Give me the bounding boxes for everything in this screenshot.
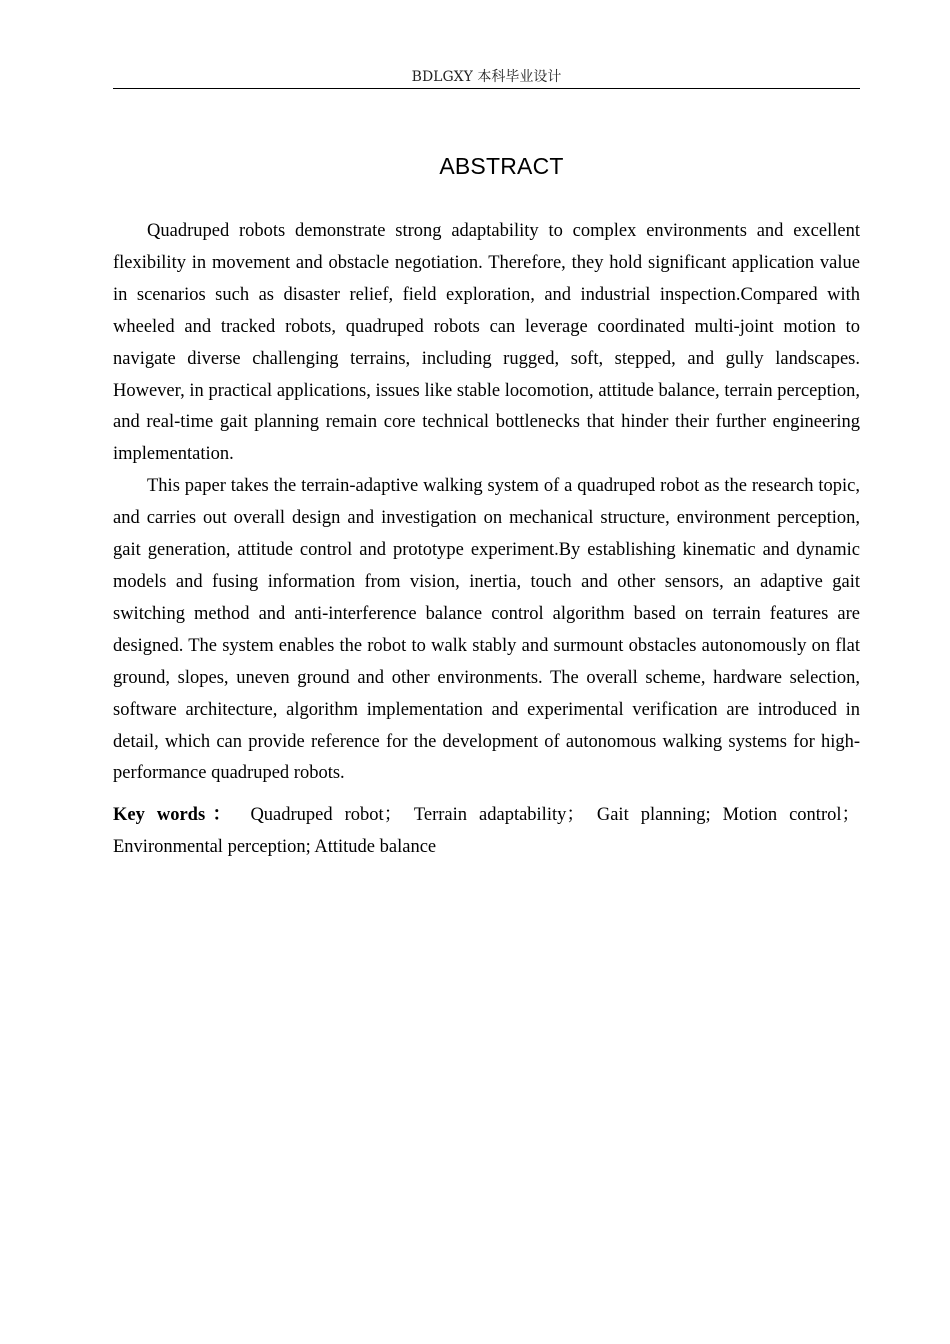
keywords-line bbox=[113, 800, 860, 864]
abstract-paragraph-1: Quadruped robots demonstrate strong adaptability to complex environments and excellent flexibility in movement and obstacle negotiation. Therefore, they hold significant application value in scenarios such as disaster relief, field exploration, and industrial inspection.Compared with wheeled and tracked robots, quadruped robots can leverage coordinated multi-joint motion to navigate diverse challenging terrains, including rugged, soft, stepped, and gully landscapes. However, in practical applications, issues like stable locomotion, attitude balance, terrain perception, and real-time gait planning remain core technical bottlenecks that hinder their further engineering implementation. bbox=[113, 221, 860, 465]
keywords-text: Quadruped robot； Terrain adaptability； Gait planning; Motion control； Environmental perception; Attitude balance bbox=[113, 805, 860, 858]
abstract-paragraph-2: This paper takes the terrain-adaptive walking system of a quadruped robot as the research topic, and carries out overall design and investigation on mechanical structure, environment perception, gait generation, attitude control and prototype experiment.By establishing kinematic and dynamic models and fusing information from vision, inertia, touch and other sensors, an adaptive gait switching method and anti-interference balance control algorithm based on terrain features are designed. The system enables the robot to walk stably and surmount obstacles autonomously on flat ground, slopes, uneven ground and other environments. The overall scheme, hardware selection, software architecture, algorithm implementation and experimental verification are introduced in detail, which can provide reference for the development of autonomous walking systems for high-performance quadruped robots. bbox=[113, 476, 860, 784]
abstract-body bbox=[113, 216, 860, 864]
abstract-title: ABSTRACT bbox=[439, 153, 564, 179]
page-header bbox=[113, 66, 860, 89]
keywords-label: Key words： bbox=[113, 805, 239, 826]
header-text: BDLGXY 本科毕业设计 bbox=[411, 69, 562, 85]
